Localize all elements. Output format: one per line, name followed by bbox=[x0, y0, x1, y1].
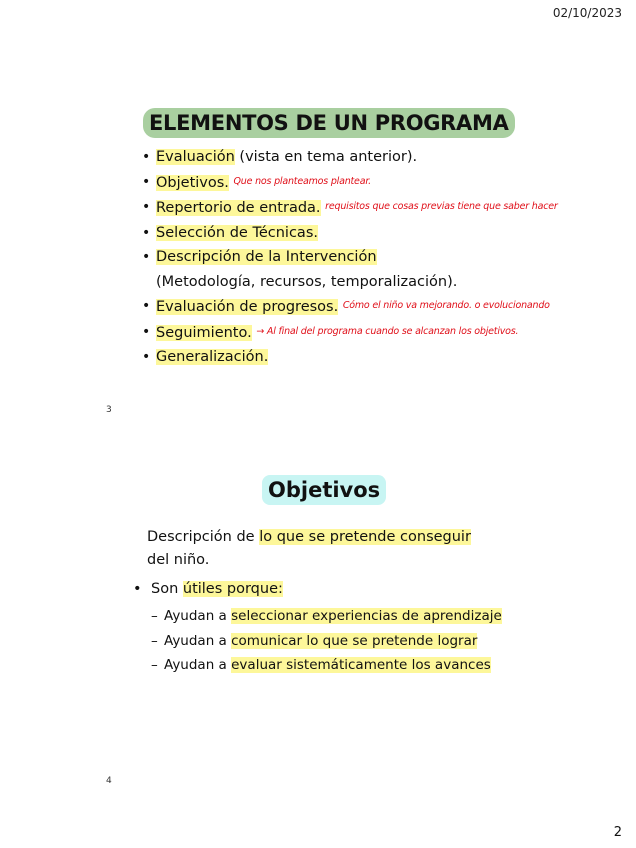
sub-list bbox=[151, 604, 502, 678]
handwritten-note: → Al final del programa cuando se alcanzan los objetivos. bbox=[256, 325, 519, 337]
highlighted-text: lo que se pretende conseguir bbox=[259, 529, 471, 545]
desc-text: del niño. bbox=[147, 552, 210, 568]
utiles-list bbox=[133, 578, 502, 678]
sub-item-prefix: Ayudan a bbox=[164, 632, 232, 649]
page-number: 2 bbox=[613, 825, 622, 840]
item-subtext: (Metodología, recursos, temporalización). bbox=[156, 273, 458, 290]
handwritten-note: requisitos que cosas previas tiene que saber hacer bbox=[325, 201, 558, 212]
item-text: Son bbox=[151, 581, 183, 597]
objetivos-description bbox=[147, 526, 527, 572]
highlighted-text: Descripción de la Intervención bbox=[156, 249, 377, 265]
list-item-repertorio bbox=[142, 195, 632, 221]
elements-list bbox=[142, 145, 632, 370]
list-item-utiles bbox=[133, 578, 502, 678]
list-item-generalizacion bbox=[142, 345, 632, 370]
list-item-evaluacion-progresos bbox=[142, 294, 632, 320]
document-date: 02/10/2023 bbox=[552, 6, 622, 20]
list-item-descripcion bbox=[142, 245, 632, 294]
highlighted-text: comunicar lo que se pretende lograr bbox=[231, 632, 478, 649]
highlighted-text: Evaluación bbox=[156, 149, 235, 165]
sub-item-prefix: Ayudan a bbox=[164, 608, 232, 624]
highlighted-text: Evaluación de progresos. bbox=[156, 299, 339, 315]
desc-text: Descripción de bbox=[147, 529, 260, 545]
slide-title-objetivos: Objetivos bbox=[262, 475, 386, 505]
highlighted-text: seleccionar experiencias de aprendizaje bbox=[231, 608, 502, 624]
sub-item bbox=[151, 629, 502, 654]
highlighted-text: evaluar sistemáticamente los avances bbox=[231, 657, 491, 673]
slide-number: 3 bbox=[106, 405, 112, 415]
handwritten-note: Que nos planteamos plantear. bbox=[233, 175, 371, 187]
highlighted-text: Seguimiento. bbox=[156, 324, 252, 341]
slide-title-elementos: ELEMENTOS DE UN PROGRAMA bbox=[143, 108, 515, 138]
sub-item-prefix: Ayudan a bbox=[164, 657, 232, 673]
list-item-seleccion bbox=[142, 221, 632, 246]
highlighted-text: Repertorio de entrada. bbox=[156, 200, 321, 216]
list-item-objetivos bbox=[142, 170, 632, 196]
slide-number: 4 bbox=[106, 776, 112, 786]
item-text: (vista en tema anterior). bbox=[234, 149, 418, 165]
highlighted-text: Generalización. bbox=[156, 349, 269, 365]
highlighted-text: Objetivos. bbox=[156, 174, 229, 191]
list-item-evaluacion bbox=[142, 145, 632, 170]
highlighted-text: útiles porque: bbox=[182, 581, 283, 597]
list-item-seguimiento bbox=[142, 320, 632, 346]
handwritten-note: Cómo el niño va mejorando. o evolucionando bbox=[342, 300, 550, 311]
sub-item bbox=[151, 653, 502, 678]
highlighted-text: Selección de Técnicas. bbox=[156, 224, 318, 241]
sub-item bbox=[151, 604, 502, 629]
